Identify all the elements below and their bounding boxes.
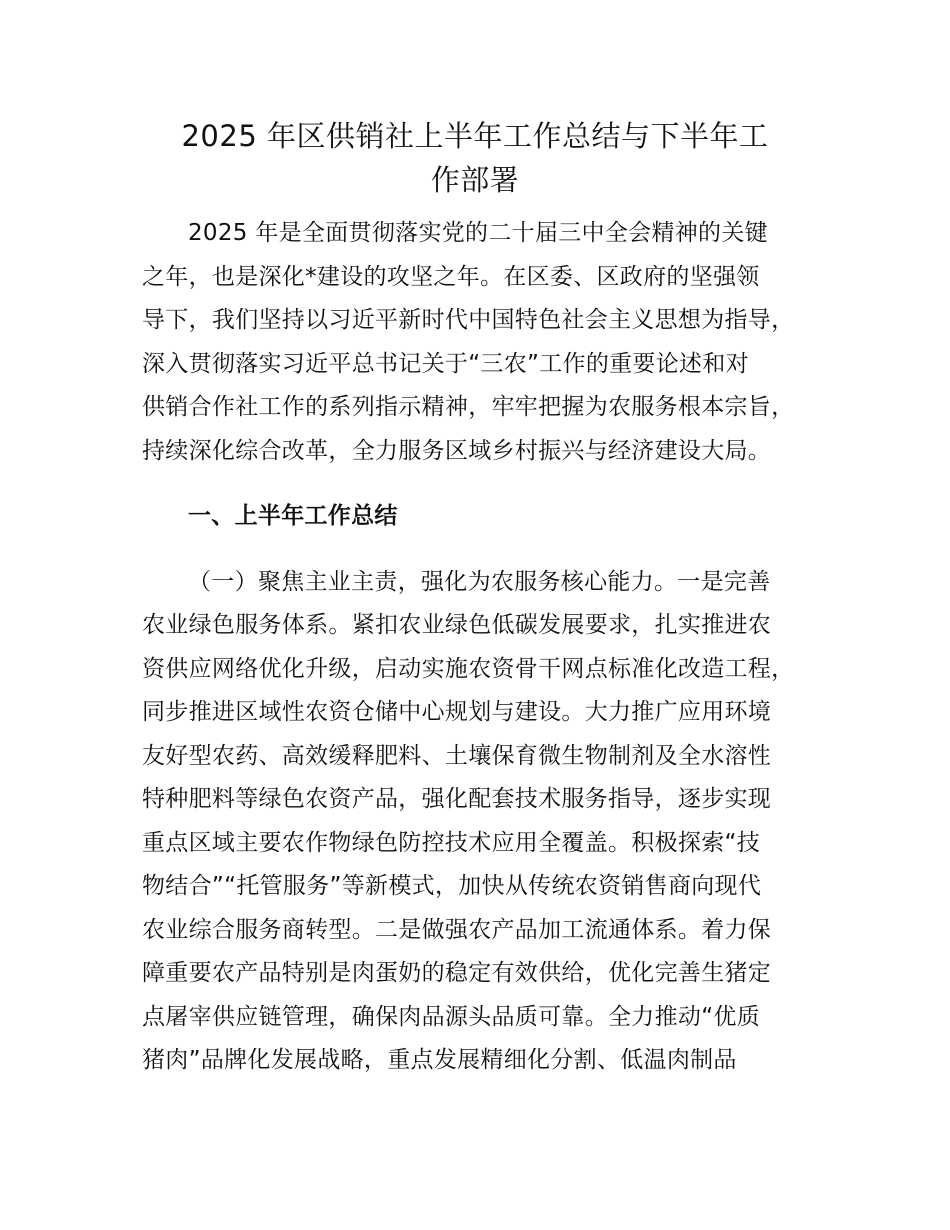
paragraph-line: 猪肉”品牌化发展战略，重点发展精细化分割、低温肉制品	[142, 1047, 737, 1073]
paragraph-line: 之年，也是深化*建设的攻坚之年。在区委、区政府的坚强领	[142, 263, 760, 290]
paragraph-line: 资供应网络优化升级，启动实施农资骨干网点标准化改造工程，	[142, 655, 795, 682]
section-paragraph	[142, 561, 832, 1083]
paragraph-line: 障重要农产品特别是肉蛋奶的稳定有效供给，优化完善生猪定	[142, 960, 772, 986]
paragraph-line: 特种肥料等绿色农资产品，强化配套技术服务指导，逐步实现	[142, 786, 772, 812]
paragraph-line: 导下，我们坚持以习近平新时代中国特色社会主义思想为指导，	[142, 307, 795, 333]
paragraph-line: （一）聚焦主业主责，强化为农服务核心能力。一是完善	[188, 568, 771, 595]
paragraph-line: 点屠宰供应链管理，确保肉品源头品质可靠。全力推动“优质	[142, 1003, 761, 1030]
title-line-2: 作部署	[430, 163, 520, 197]
document-body	[142, 212, 832, 1083]
paragraph-line: 同步推进区域性农资仓储中心规划与建设。大力推广应用环境	[142, 699, 772, 725]
spacer	[142, 539, 832, 561]
paragraph-line: 农业综合服务商转型。二是做强农产品加工流通体系。着力保	[142, 916, 772, 943]
intro-paragraph	[142, 212, 832, 473]
paragraph-line: 2025 年是全面贯彻落实党的二十届三中全会精神的关键	[188, 220, 768, 246]
paragraph-line: 深入贯彻落实习近平总书记关于“三农”工作的重要论述和对	[142, 350, 749, 377]
paragraph-line: 持续深化综合改革，全力服务区域乡村振兴与经济建设大局。	[142, 437, 772, 464]
section-heading: 一、上半年工作总结	[188, 503, 398, 529]
title-line-1: 2025 年区供销社上半年工作总结与下半年工	[181, 119, 769, 153]
paragraph-line: 重点区域主要农作物绿色防控技术应用全覆盖。积极探索“技	[142, 829, 761, 856]
spacer	[142, 473, 832, 495]
paragraph-line: 物结合”“托管服务”等新模式，加快从传统农资销售商向现代	[142, 873, 762, 899]
paragraph-line: 农业绿色服务体系。紧扣农业绿色低碳发展要求，扎实推进农	[142, 612, 772, 638]
document-title	[140, 114, 810, 202]
paragraph-line: 友好型农药、高效缓释肥料、土壤保育微生物制剂及全水溶性	[142, 742, 772, 769]
paragraph-line: 供销合作社工作的系列指示精神，牢牢把握为农服务根本宗旨，	[142, 394, 795, 420]
